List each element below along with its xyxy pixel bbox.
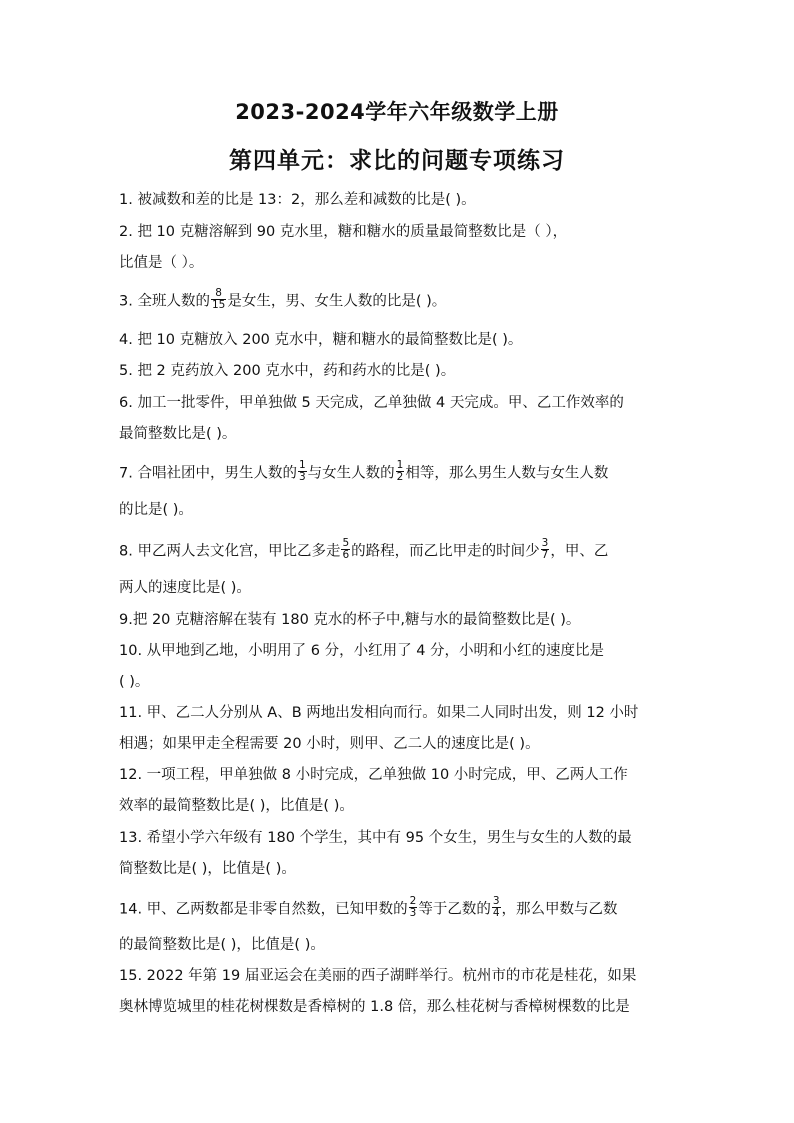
- fraction-numerator: 1: [396, 459, 404, 471]
- question-8-text-pre: 8. 甲乙两人去文化宫，甲比乙多走: [119, 543, 341, 560]
- question-1: 1. 被减数和差的比是 13：2，那么差和减数的比是( )。: [119, 192, 476, 208]
- question-14-text-mid: 等于乙数的: [418, 901, 491, 918]
- worksheet-title: 2023-2024学年六年级数学上册: [235, 100, 559, 124]
- question-7-text-mid: 与女生人数的: [307, 465, 395, 482]
- question-8-text-post: ，甲、乙: [550, 543, 609, 560]
- fraction-numerator: 8: [211, 288, 226, 300]
- question-2-line-2: 比值是（ ）。: [119, 255, 204, 271]
- question-7-fraction-1: [298, 460, 307, 483]
- question-3: [119, 287, 447, 313]
- question-11-line-2: 相遇；如果甲走全程需要 20 小时，则甲、乙二人的速度比是( )。: [119, 736, 540, 752]
- question-4: 4. 把 10 克糖放入 200 克水中，糖和糖水的最简整数比是( )。: [119, 332, 523, 348]
- fraction-denominator: 7: [541, 549, 549, 561]
- question-7-text-pre: 7. 合唱社团中，男生人数的: [119, 465, 297, 482]
- question-10-line-2: ( )。: [119, 674, 150, 690]
- question-15-line-1: 15. 2022 年第 19 届亚运会在美丽的西子湖畔举行。杭州市的市花是桂花，如果: [119, 968, 637, 984]
- question-9: 9.把 20 克糖溶解在装有 180 克水的杯子中,糖与水的最简整数比是( )。: [119, 612, 581, 628]
- fraction-numerator: 3: [492, 895, 500, 907]
- question-2-line-1: 2. 把 10 克糖溶解到 90 克水里，糖和糖水的质量最简整数比是（ ），: [119, 224, 568, 240]
- question-14-text-pre: 14. 甲、乙两数都是非零自然数，已知甲数的: [119, 901, 408, 918]
- fraction-denominator: 2: [396, 471, 404, 483]
- worksheet-subtitle: 第四单元：求比的问题专项练习: [229, 148, 565, 174]
- question-5: 5. 把 2 克药放入 200 克水中，药和药水的比是( )。: [119, 363, 456, 379]
- question-11-line-1: 11. 甲、乙二人分别从 A、B 两地出发相向而行。如果二人同时出发，则 12 小时: [119, 705, 639, 721]
- question-8-fraction-1: [341, 538, 350, 561]
- question-13-line-2: 简整数比是( )，比值是( )。: [119, 861, 296, 877]
- question-3-text-pre: 3. 全班人数的: [119, 293, 210, 310]
- question-8-fraction-2: [541, 538, 550, 561]
- fraction-denominator: 3: [409, 907, 417, 919]
- question-14-line-1: [119, 895, 618, 921]
- question-8-text-mid: 的路程，而乙比甲走的时间少: [351, 543, 540, 560]
- question-10-line-1: 10. 从甲地到乙地，小明用了 6 分，小红用了 4 分，小明和小红的速度比是: [119, 643, 605, 659]
- question-12-line-1: 12. 一项工程，甲单独做 8 小时完成，乙单独做 10 小时完成，甲、乙两人工作: [119, 767, 628, 783]
- question-8-line-1: [119, 537, 609, 563]
- question-7-text-post: 相等，那么男生人数与女生人数: [405, 465, 609, 482]
- question-13-line-1: 13. 希望小学六年级有 180 个学生，其中有 95 个女生，男生与女生的人数的最: [119, 830, 632, 846]
- question-14-line-2: 的最简整数比是( )，比值是( )。: [119, 937, 325, 953]
- fraction-denominator: 6: [342, 549, 350, 561]
- question-3-text-post: 是女生，男、女生人数的比是( )。: [227, 293, 447, 310]
- fraction-denominator: 15: [211, 299, 226, 311]
- fraction-denominator: 3: [298, 471, 306, 483]
- question-12-line-2: 效率的最简整数比是( )，比值是( )。: [119, 798, 354, 814]
- question-14-fraction-2: [492, 896, 501, 919]
- fraction-denominator: 4: [492, 907, 500, 919]
- fraction-numerator: 3: [541, 537, 549, 549]
- fraction-numerator: 2: [409, 895, 417, 907]
- fraction-numerator: 1: [298, 459, 306, 471]
- fraction-numerator: 5: [342, 537, 350, 549]
- question-7-fraction-2: [396, 460, 405, 483]
- question-7-line-1: [119, 459, 609, 485]
- question-8-line-2: 两人的速度比是( )。: [119, 580, 251, 596]
- question-6-line-2: 最简整数比是( )。: [119, 426, 237, 442]
- question-3-fraction: [211, 288, 226, 311]
- question-14-text-post: ，那么甲数与乙数: [501, 901, 618, 918]
- question-6-line-1: 6. 加工一批零件，甲单独做 5 天完成，乙单独做 4 天完成。甲、乙工作效率的: [119, 395, 624, 411]
- question-15-line-2: 奥林博览城里的桂花树棵数是香樟树的 1.8 倍，那么桂花树与香樟树棵数的比是: [119, 999, 630, 1015]
- question-14-fraction-1: [409, 896, 418, 919]
- question-7-line-2: 的比是( )。: [119, 502, 193, 518]
